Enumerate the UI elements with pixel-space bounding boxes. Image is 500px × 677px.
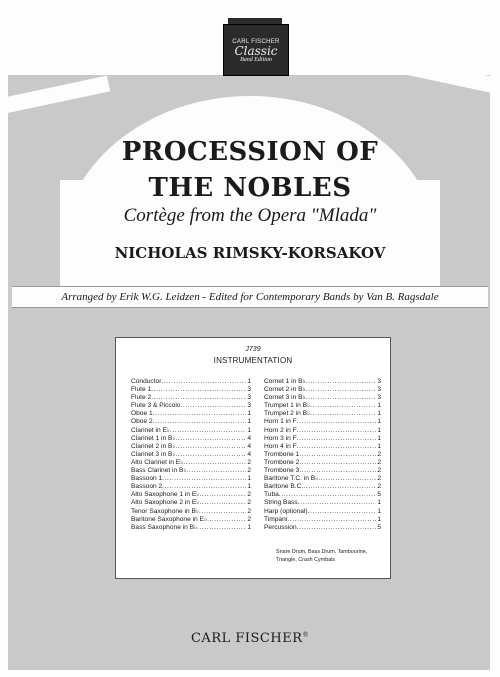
instrument-row (131, 467, 251, 475)
dot-leader (176, 443, 247, 451)
instrument-name: Horn 3 in F (264, 434, 297, 442)
instrument-quantity: 2 (377, 483, 381, 491)
dot-leader (310, 410, 376, 418)
dot-leader (318, 475, 376, 483)
instrument-quantity: 1 (377, 434, 381, 442)
instrument-quantity: 3 (247, 386, 251, 394)
instrument-row (131, 386, 251, 394)
instrument-name: Clarinet 2 in B♭ (131, 442, 176, 450)
instrument-quantity: 1 (247, 378, 251, 385)
dot-leader (306, 394, 377, 402)
dot-leader (299, 451, 376, 459)
instrument-name: Cornet 2 in B♭ (264, 386, 306, 394)
instrument-name: Flute 2 (131, 394, 152, 402)
dot-leader (153, 410, 247, 418)
dot-leader (153, 418, 247, 426)
instrument-row (264, 378, 381, 386)
instrument-row (131, 475, 251, 483)
dot-leader (199, 508, 246, 516)
title-line-2: THE NOBLES (148, 173, 352, 203)
instrument-quantity: 1 (247, 410, 251, 418)
instrument-name: Baritone Saxophone in E♭ (131, 515, 208, 523)
instrument-name: Trombone 3 (264, 467, 300, 475)
dot-leader (299, 459, 376, 467)
dot-leader (310, 402, 376, 410)
dot-leader (176, 451, 247, 459)
instrument-name: Clarinet in E♭ (131, 426, 171, 434)
dot-leader (151, 386, 246, 394)
instrument-row (131, 427, 251, 435)
logo-middle-text: Classic (234, 44, 278, 58)
dot-leader (287, 516, 376, 524)
instrument-row (264, 508, 381, 516)
instrument-quantity: 1 (247, 418, 251, 426)
instrument-quantity: 1 (247, 426, 251, 434)
instrument-quantity: 2 (247, 467, 251, 475)
instrument-list-left (131, 378, 251, 532)
instrument-row (131, 394, 251, 402)
subtitle: Cortège from the Opera "Mlada" (123, 205, 377, 226)
instrument-name: Bassoon 2 (131, 483, 163, 491)
dot-leader (183, 459, 246, 467)
instrument-name: Oboe 1 (131, 410, 153, 418)
instrument-name: Bass Saxophone in B♭ (131, 523, 198, 531)
instrumentation-heading: INSTRUMENTATION (213, 356, 293, 365)
publisher-name (0, 631, 500, 646)
instrument-name: Flute 3 & Piccolo (131, 402, 181, 410)
dot-leader (297, 443, 377, 451)
instrument-quantity: 1 (377, 402, 381, 410)
dot-leader (298, 499, 377, 507)
instrument-row (264, 499, 381, 507)
instrument-name: Flute 1 (131, 386, 152, 394)
instrument-row (131, 459, 251, 467)
instrument-quantity: 3 (247, 402, 251, 410)
classic-band-edition-logo (223, 24, 289, 76)
instrument-name: Horn 2 in F (264, 426, 297, 434)
instrument-quantity: 3 (377, 378, 381, 385)
instrument-quantity: 2 (247, 458, 251, 466)
catalog-number: J739 (245, 346, 261, 353)
instrument-name: Timpani (264, 515, 288, 523)
instrument-row (131, 499, 251, 507)
dot-leader (176, 435, 247, 443)
instrument-quantity: 2 (377, 458, 381, 466)
instrument-name: Horn 1 in F (264, 418, 297, 426)
instrument-quantity: 2 (377, 475, 381, 483)
instrument-quantity: 1 (377, 426, 381, 434)
instrument-name: Conductor (131, 378, 162, 385)
instrument-quantity: 2 (247, 507, 251, 515)
instrument-name: Alto Clarinet in E♭ (131, 458, 184, 466)
instrument-name: Tuba (264, 491, 279, 499)
dot-leader (306, 378, 377, 386)
instrument-row (131, 378, 251, 386)
instrument-name: Trombone 2 (264, 458, 300, 466)
instrument-quantity: 1 (377, 507, 381, 515)
instrument-row (264, 451, 381, 459)
instrument-quantity: 3 (247, 394, 251, 402)
title-line-1: PROCESSION OF (121, 137, 379, 167)
dot-leader (199, 491, 246, 499)
instrument-quantity: 4 (247, 450, 251, 458)
instrument-quantity: 1 (377, 418, 381, 426)
logo-top-text: CARL FISCHER (232, 39, 280, 45)
instrument-row (131, 524, 251, 532)
instrument-name: Clarinet 3 in B♭ (131, 450, 176, 458)
instrument-quantity: 5 (377, 491, 381, 499)
instrument-name: Baritone B.C. (264, 483, 304, 491)
instrument-name: Horn 4 in F (264, 442, 297, 450)
instrument-row (264, 427, 381, 435)
dot-leader (180, 402, 246, 410)
instrument-name: Alto Saxophone 1 in E♭ (131, 491, 200, 499)
instrument-name: Oboe 2 (131, 418, 153, 426)
dot-leader (297, 427, 377, 435)
instrument-quantity: 3 (377, 394, 381, 402)
instrument-name: Trumpet 2 in B♭ (264, 410, 311, 418)
instrument-row (131, 410, 251, 418)
instrument-row (131, 402, 251, 410)
instrument-row (264, 516, 381, 524)
instrumentation-box (115, 337, 391, 579)
publisher-text: CARL FISCHER (190, 631, 303, 646)
dot-leader (207, 516, 246, 524)
dot-leader (151, 394, 246, 402)
instrument-quantity: 5 (377, 523, 381, 531)
instrument-name: Bassoon 1 (131, 475, 163, 483)
instrument-quantity: 2 (247, 499, 251, 507)
instrument-quantity: 1 (247, 475, 251, 483)
instrument-row (264, 475, 381, 483)
instrument-name: Cornet 3 in B♭ (264, 394, 306, 402)
instrument-row (264, 386, 381, 394)
instrument-row (131, 508, 251, 516)
instrument-quantity: 4 (247, 434, 251, 442)
instrument-row (264, 443, 381, 451)
dot-leader (170, 427, 246, 435)
instrument-name: Cornet 1 in B♭ (264, 378, 306, 385)
instrument-quantity: 2 (377, 467, 381, 475)
instrument-row (264, 459, 381, 467)
instrument-name: Clarinet 1 in B♭ (131, 434, 176, 442)
instrument-name: Alto Saxophone 2 in E♭ (131, 499, 200, 507)
instrument-name: Trombone 1 (264, 450, 300, 458)
logo-bottom-text: Band Edition (240, 57, 272, 63)
instrument-quantity: 3 (377, 386, 381, 394)
instrument-quantity: 1 (377, 410, 381, 418)
instrument-row (131, 418, 251, 426)
instrument-row (131, 443, 251, 451)
instrument-quantity: 2 (377, 450, 381, 458)
instrument-list-right (264, 378, 381, 532)
instrument-row (131, 516, 251, 524)
instrument-name: Baritone T.C. in B♭ (264, 475, 319, 483)
instrument-row (131, 451, 251, 459)
dot-leader (162, 475, 246, 483)
instrument-row (264, 524, 381, 532)
arranger-credit: Arranged by Erik W.G. Leidzen - Edited for Contemporary Bands by Van B. Ragsdale (12, 286, 488, 308)
instrument-quantity: 2 (247, 491, 251, 499)
instrument-quantity: 1 (247, 523, 251, 531)
instrument-name: Tenor Saxophone in B♭ (131, 507, 199, 515)
instrument-name: String Bass (264, 499, 298, 507)
dot-leader (297, 418, 377, 426)
instrument-quantity: 2 (247, 515, 251, 523)
instrument-name: Harp (optional) (264, 507, 308, 515)
instrument-row (264, 435, 381, 443)
dot-leader (297, 435, 377, 443)
composer-name: NICHOLAS RIMSKY-KORSAKOV (114, 244, 386, 262)
dot-leader (161, 378, 246, 386)
dot-leader (303, 483, 376, 491)
instrument-quantity: 1 (247, 483, 251, 491)
dot-leader (308, 508, 377, 516)
instrument-quantity: 1 (377, 442, 381, 450)
instrument-row (264, 410, 381, 418)
instrument-quantity: 1 (377, 515, 381, 523)
registered-mark: ® (302, 631, 309, 639)
instrument-row (264, 483, 381, 491)
instrument-name: Percussion (264, 523, 297, 531)
instrument-quantity: 4 (247, 442, 251, 450)
dot-leader (199, 499, 246, 507)
instrument-name: Trumpet 1 in B♭ (264, 402, 311, 410)
dot-leader (297, 524, 377, 532)
dot-leader (187, 467, 247, 475)
dot-leader (279, 491, 377, 499)
dot-leader (306, 386, 377, 394)
instrument-row (264, 418, 381, 426)
instrument-row (131, 435, 251, 443)
instrument-row (264, 467, 381, 475)
dot-leader (299, 467, 376, 475)
instrument-quantity: 1 (377, 499, 381, 507)
instrument-name: Bass Clarinet in B♭ (131, 467, 187, 475)
percussion-note: Snare Drum, Bass Drum, Tambourine, Triangle, Crash Cymbals (276, 549, 368, 563)
instrument-row (264, 491, 381, 499)
dot-leader (197, 524, 246, 532)
